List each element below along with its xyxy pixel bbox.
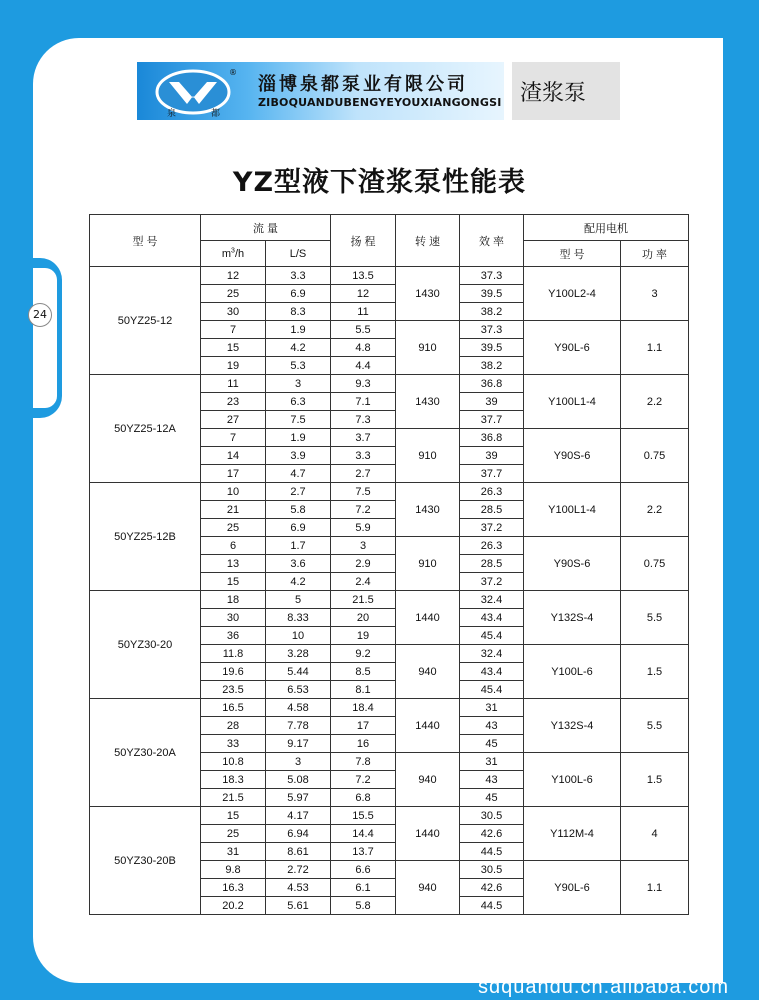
cell-head: 5.9 <box>331 519 396 537</box>
cell-flow-m3h: 19.6 <box>201 663 266 681</box>
cell-model: 50YZ30-20 <box>90 591 201 699</box>
cell-flow-m3h: 36 <box>201 627 266 645</box>
cell-motor-power: 5.5 <box>621 591 689 645</box>
cell-head: 2.7 <box>331 465 396 483</box>
cell-model: 50YZ25-12A <box>90 375 201 483</box>
cell-flow-m3h: 27 <box>201 411 266 429</box>
cell-flow-ls: 8.33 <box>266 609 331 627</box>
cell-flow-m3h: 21.5 <box>201 789 266 807</box>
cell-flow-m3h: 7 <box>201 429 266 447</box>
cell-flow-m3h: 14 <box>201 447 266 465</box>
cell-flow-m3h: 6 <box>201 537 266 555</box>
cell-flow-m3h: 16.3 <box>201 879 266 897</box>
cell-flow-ls: 5.08 <box>266 771 331 789</box>
cell-flow-m3h: 18.3 <box>201 771 266 789</box>
cell-flow-ls: 6.94 <box>266 825 331 843</box>
cell-flow-ls: 10 <box>266 627 331 645</box>
cell-head: 5.8 <box>331 897 396 915</box>
cell-efficiency: 45 <box>460 789 524 807</box>
cell-motor-model: Y90S-6 <box>524 537 621 591</box>
cell-motor-model: Y90S-6 <box>524 429 621 483</box>
cell-model: 50YZ30-20B <box>90 807 201 915</box>
cell-flow-m3h: 10.8 <box>201 753 266 771</box>
table-body <box>90 267 689 915</box>
cell-head: 18.4 <box>331 699 396 717</box>
cell-efficiency: 42.6 <box>460 825 524 843</box>
cell-efficiency: 42.6 <box>460 879 524 897</box>
cell-flow-m3h: 23.5 <box>201 681 266 699</box>
cell-head: 9.3 <box>331 375 396 393</box>
cell-flow-m3h: 15 <box>201 573 266 591</box>
cell-head: 8.1 <box>331 681 396 699</box>
cell-efficiency: 45 <box>460 735 524 753</box>
cell-head: 2.9 <box>331 555 396 573</box>
cell-efficiency: 43.4 <box>460 609 524 627</box>
cell-flow-ls: 4.58 <box>266 699 331 717</box>
company-logo <box>147 66 242 118</box>
cell-head: 17 <box>331 717 396 735</box>
cell-flow-m3h: 33 <box>201 735 266 753</box>
cell-flow-ls: 8.3 <box>266 303 331 321</box>
cell-motor-model: Y90L-6 <box>524 861 621 915</box>
performance-table <box>89 214 689 915</box>
cell-flow-ls: 3.6 <box>266 555 331 573</box>
cell-flow-m3h: 21 <box>201 501 266 519</box>
cell-efficiency: 39 <box>460 447 524 465</box>
cell-head: 13.5 <box>331 267 396 285</box>
cell-speed: 1440 <box>396 699 460 753</box>
registered-mark: ® <box>229 68 237 77</box>
header-flow: 流 量 <box>201 215 331 241</box>
cell-head: 3 <box>331 537 396 555</box>
cell-head: 8.5 <box>331 663 396 681</box>
cell-efficiency: 31 <box>460 699 524 717</box>
cell-head: 15.5 <box>331 807 396 825</box>
cell-flow-ls: 7.78 <box>266 717 331 735</box>
cell-efficiency: 44.5 <box>460 843 524 861</box>
cell-flow-m3h: 7 <box>201 321 266 339</box>
cell-flow-ls: 3.28 <box>266 645 331 663</box>
cell-head: 4.8 <box>331 339 396 357</box>
footer-url: sdquandu.cn.alibaba.com <box>478 976 729 998</box>
cell-efficiency: 36.8 <box>460 375 524 393</box>
cell-flow-ls: 3 <box>266 375 331 393</box>
cell-head: 14.4 <box>331 825 396 843</box>
page-title: YZ型液下渣浆泵性能表 <box>232 167 527 198</box>
logo-char-2: 都 <box>211 109 221 118</box>
table-row <box>90 699 689 717</box>
cell-head: 7.2 <box>331 501 396 519</box>
cell-head: 2.4 <box>331 573 396 591</box>
header-model: 型 号 <box>90 215 201 267</box>
cell-flow-ls: 5.44 <box>266 663 331 681</box>
cell-head: 6.8 <box>331 789 396 807</box>
company-name-en: ZIBOQUANDUBENGYEYOUXIANGONGSI <box>258 96 502 109</box>
logo-char-1: 泉 <box>167 109 177 118</box>
cell-head: 7.1 <box>331 393 396 411</box>
cell-head: 13.7 <box>331 843 396 861</box>
cell-efficiency: 37.7 <box>460 411 524 429</box>
cell-speed: 940 <box>396 861 460 915</box>
cell-speed: 1440 <box>396 591 460 645</box>
cell-efficiency: 30.5 <box>460 861 524 879</box>
cell-motor-model: Y132S-4 <box>524 699 621 753</box>
cell-efficiency: 32.4 <box>460 645 524 663</box>
table-row <box>90 267 689 285</box>
cell-speed: 1430 <box>396 267 460 321</box>
cell-efficiency: 39 <box>460 393 524 411</box>
cell-flow-m3h: 20.2 <box>201 897 266 915</box>
cell-efficiency: 38.2 <box>460 303 524 321</box>
cell-motor-model: Y112M-4 <box>524 807 621 861</box>
cell-motor-model: Y132S-4 <box>524 591 621 645</box>
cell-motor-power: 5.5 <box>621 699 689 753</box>
cell-flow-ls: 6.53 <box>266 681 331 699</box>
cell-head: 6.6 <box>331 861 396 879</box>
cell-flow-ls: 3.9 <box>266 447 331 465</box>
cell-motor-model: Y100L-6 <box>524 645 621 699</box>
cell-flow-m3h: 18 <box>201 591 266 609</box>
cell-flow-ls: 4.2 <box>266 339 331 357</box>
cell-motor-power: 0.75 <box>621 429 689 483</box>
cell-motor-power: 1.5 <box>621 753 689 807</box>
product-category: 渣浆泵 <box>520 81 587 106</box>
cell-model: 50YZ25-12B <box>90 483 201 591</box>
cell-motor-model: Y100L2-4 <box>524 267 621 321</box>
cell-flow-m3h: 15 <box>201 807 266 825</box>
cell-flow-m3h: 12 <box>201 267 266 285</box>
header-head: 扬 程 <box>331 215 396 267</box>
cell-speed: 1430 <box>396 483 460 537</box>
cell-flow-ls: 4.2 <box>266 573 331 591</box>
cell-flow-m3h: 25 <box>201 519 266 537</box>
cell-motor-power: 3 <box>621 267 689 321</box>
cell-flow-m3h: 10 <box>201 483 266 501</box>
cell-efficiency: 39.5 <box>460 339 524 357</box>
header-speed: 转 速 <box>396 215 460 267</box>
cell-head: 19 <box>331 627 396 645</box>
cell-flow-m3h: 19 <box>201 357 266 375</box>
cell-flow-m3h: 30 <box>201 609 266 627</box>
page-tab-inner <box>33 268 57 408</box>
cell-flow-ls: 5.8 <box>266 501 331 519</box>
cell-flow-m3h: 13 <box>201 555 266 573</box>
cell-flow-m3h: 11 <box>201 375 266 393</box>
header-flow-ls: L/S <box>266 241 331 267</box>
cell-flow-ls: 2.7 <box>266 483 331 501</box>
cell-flow-m3h: 30 <box>201 303 266 321</box>
cell-flow-ls: 1.7 <box>266 537 331 555</box>
cell-speed: 940 <box>396 645 460 699</box>
header-motor: 配用电机 <box>524 215 689 241</box>
cell-head: 7.2 <box>331 771 396 789</box>
cell-head: 3.7 <box>331 429 396 447</box>
cell-head: 4.4 <box>331 357 396 375</box>
cell-head: 7.5 <box>331 483 396 501</box>
cell-flow-ls: 2.72 <box>266 861 331 879</box>
cell-flow-ls: 1.9 <box>266 429 331 447</box>
cell-motor-model: Y100L1-4 <box>524 483 621 537</box>
cell-flow-ls: 4.17 <box>266 807 331 825</box>
cell-head: 3.3 <box>331 447 396 465</box>
cell-efficiency: 26.3 <box>460 483 524 501</box>
cell-flow-m3h: 9.8 <box>201 861 266 879</box>
page-number: 24 <box>28 303 52 327</box>
cell-flow-m3h: 15 <box>201 339 266 357</box>
cell-efficiency: 37.3 <box>460 321 524 339</box>
cell-model: 50YZ25-12 <box>90 267 201 375</box>
cell-efficiency: 43 <box>460 771 524 789</box>
cell-efficiency: 28.5 <box>460 501 524 519</box>
cell-efficiency: 36.8 <box>460 429 524 447</box>
cell-flow-ls: 1.9 <box>266 321 331 339</box>
cell-flow-ls: 6.9 <box>266 519 331 537</box>
cell-efficiency: 30.5 <box>460 807 524 825</box>
cell-efficiency: 37.7 <box>460 465 524 483</box>
flow-unit-m3h: $m^3/h$ <box>221 247 245 260</box>
cell-flow-m3h: 25 <box>201 825 266 843</box>
header-efficiency: 效 率 <box>460 215 524 267</box>
cell-flow-ls: 7.5 <box>266 411 331 429</box>
cell-motor-power: 1.1 <box>621 321 689 375</box>
cell-motor-model: Y100L1-4 <box>524 375 621 429</box>
cell-flow-ls: 9.17 <box>266 735 331 753</box>
cell-efficiency: 38.2 <box>460 357 524 375</box>
cell-flow-ls: 5.97 <box>266 789 331 807</box>
cell-head: 5.5 <box>331 321 396 339</box>
cell-flow-ls: 4.53 <box>266 879 331 897</box>
company-name-cn: 淄博泉都泵业有限公司 <box>258 74 468 95</box>
cell-efficiency: 26.3 <box>460 537 524 555</box>
cell-flow-ls: 8.61 <box>266 843 331 861</box>
cell-efficiency: 31 <box>460 753 524 771</box>
cell-motor-model: Y90L-6 <box>524 321 621 375</box>
table-row <box>90 807 689 825</box>
table-row <box>90 483 689 501</box>
cell-head: 16 <box>331 735 396 753</box>
cell-flow-ls: 3.3 <box>266 267 331 285</box>
cell-efficiency: 37.2 <box>460 573 524 591</box>
cell-flow-ls: 6.9 <box>266 285 331 303</box>
cell-speed: 910 <box>396 537 460 591</box>
cell-head: 21.5 <box>331 591 396 609</box>
cell-flow-ls: 5 <box>266 591 331 609</box>
table-row <box>90 375 689 393</box>
cell-flow-m3h: 25 <box>201 285 266 303</box>
cell-speed: 940 <box>396 753 460 807</box>
cell-flow-ls: 3 <box>266 753 331 771</box>
header-flow-m3h <box>201 241 266 267</box>
cell-efficiency: 45.4 <box>460 681 524 699</box>
cell-motor-power: 2.2 <box>621 483 689 537</box>
cell-efficiency: 45.4 <box>460 627 524 645</box>
cell-model: 50YZ30-20A <box>90 699 201 807</box>
cell-motor-power: 0.75 <box>621 537 689 591</box>
cell-flow-m3h: 31 <box>201 843 266 861</box>
cell-head: 12 <box>331 285 396 303</box>
cell-speed: 1440 <box>396 807 460 861</box>
cell-flow-ls: 5.3 <box>266 357 331 375</box>
cell-efficiency: 37.3 <box>460 267 524 285</box>
cell-speed: 910 <box>396 429 460 483</box>
cell-motor-power: 1.1 <box>621 861 689 915</box>
cell-efficiency: 43.4 <box>460 663 524 681</box>
cell-flow-m3h: 28 <box>201 717 266 735</box>
cell-head: 9.2 <box>331 645 396 663</box>
cell-flow-m3h: 16.5 <box>201 699 266 717</box>
cell-head: 20 <box>331 609 396 627</box>
cell-efficiency: 39.5 <box>460 285 524 303</box>
header-motor-model: 型 号 <box>524 241 621 267</box>
cell-motor-model: Y100L-6 <box>524 753 621 807</box>
cell-flow-ls: 4.7 <box>266 465 331 483</box>
cell-head: 11 <box>331 303 396 321</box>
cell-efficiency: 37.2 <box>460 519 524 537</box>
cell-efficiency: 28.5 <box>460 555 524 573</box>
cell-head: 7.8 <box>331 753 396 771</box>
cell-efficiency: 32.4 <box>460 591 524 609</box>
cell-speed: 910 <box>396 321 460 375</box>
cell-flow-m3h: 11.8 <box>201 645 266 663</box>
cell-flow-ls: 5.61 <box>266 897 331 915</box>
header-motor-power: 功 率 <box>621 241 689 267</box>
cell-flow-m3h: 23 <box>201 393 266 411</box>
table-row <box>90 591 689 609</box>
cell-speed: 1430 <box>396 375 460 429</box>
cell-efficiency: 43 <box>460 717 524 735</box>
cell-flow-ls: 6.3 <box>266 393 331 411</box>
cell-head: 6.1 <box>331 879 396 897</box>
cell-motor-power: 2.2 <box>621 375 689 429</box>
cell-flow-m3h: 17 <box>201 465 266 483</box>
cell-head: 7.3 <box>331 411 396 429</box>
cell-efficiency: 44.5 <box>460 897 524 915</box>
cell-motor-power: 1.5 <box>621 645 689 699</box>
cell-motor-power: 4 <box>621 807 689 861</box>
